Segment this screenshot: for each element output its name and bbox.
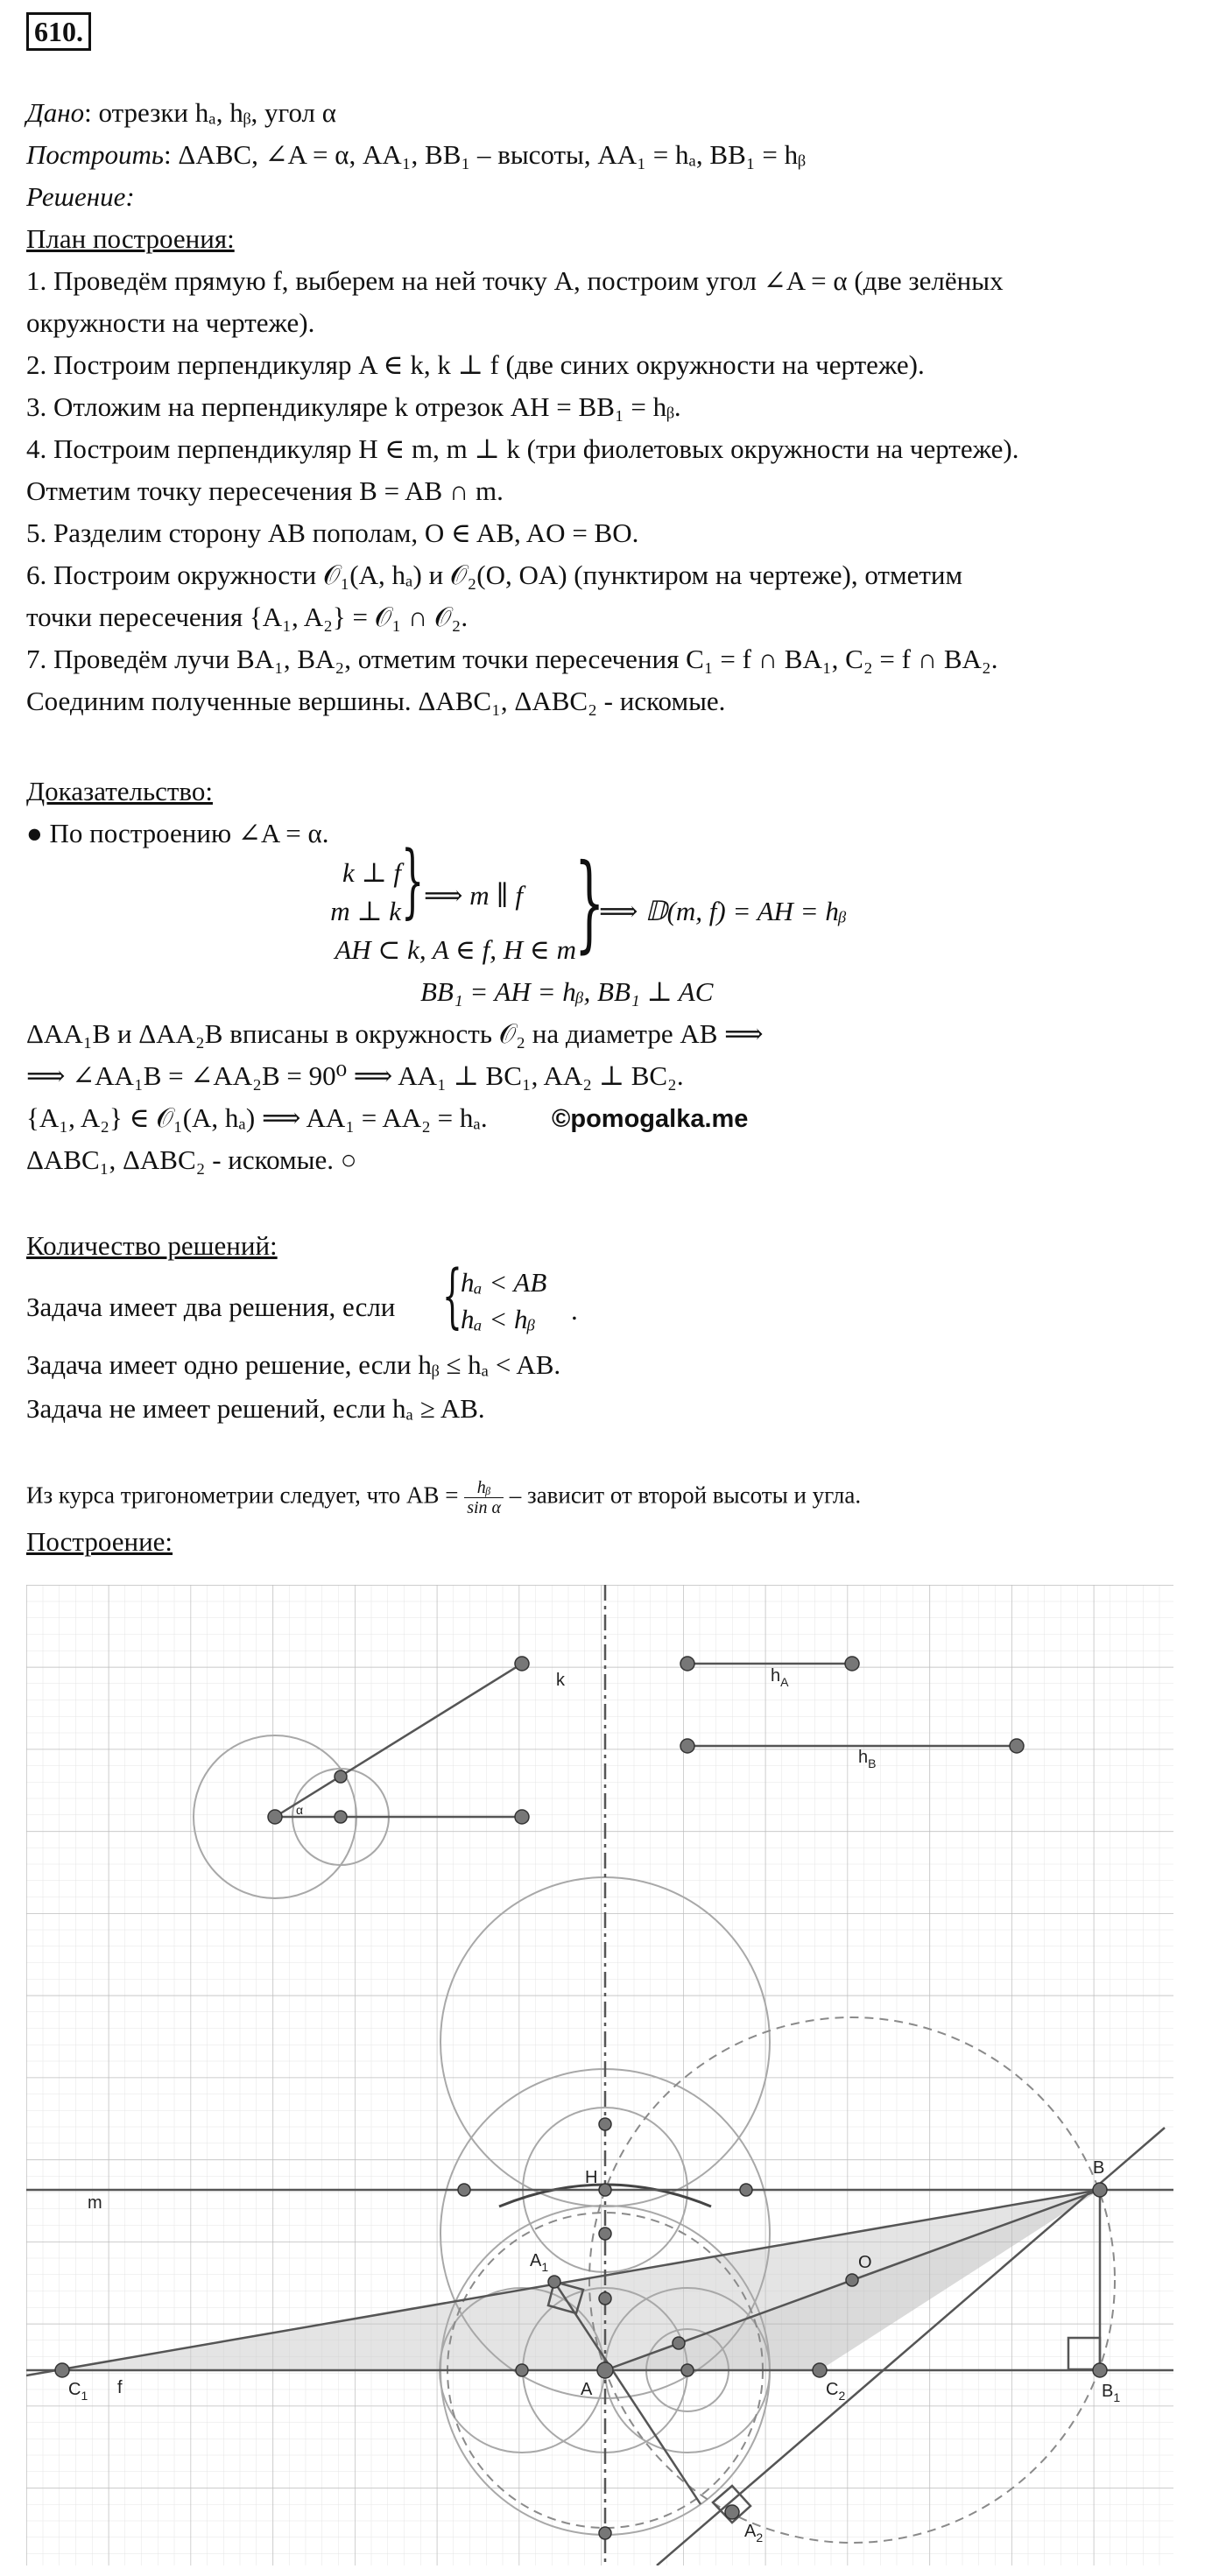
trig-suffix: – зависит от второй высоты и угла. [509,1482,862,1509]
construct-text: : ΔABC, ∠A = α, AA₁, BB₁ – высоты, AA₁ = hₐ, BB₁ = hᵦ [164,139,806,170]
construct-line [26,138,806,172]
proof-title: Доказательство: [26,776,213,806]
label-b1: $B_1$ [1102,2382,1121,2404]
point-o [846,2274,858,2286]
two-cond: hₐ < AB [461,1267,547,1298]
count-two-prefix: Задача имеет два решения, если [26,1292,396,1322]
label-h: H [585,2168,598,2187]
plan-line: 2. Построим перпендикуляр A ∈ k, k ⊥ f (две синих окружности на чертеже). [26,349,925,380]
proof-line: ΔABC₁, ΔABC₂ - искомые. ○ [26,1144,357,1175]
two-cond: hₐ < hᵦ [461,1304,536,1334]
point [516,2364,528,2376]
grid-major [26,1585,1173,2565]
plan-line: Соединим полученные вершины. ΔABC₁, ΔABC₂ - искомые. [26,686,726,716]
point [458,2184,470,2196]
problem-number: 610. [26,12,91,51]
point-c1 [55,2363,69,2377]
point-angle-vertex [268,1810,282,1824]
label-alpha: α [296,1803,304,1817]
trig-prefix: Из курса тригонометрии следует, что AB = [26,1482,459,1509]
construct-label: Построить [26,139,165,170]
point-a2 [725,2505,739,2519]
label-a2: $A_2$ [744,2522,764,2544]
impl1: ⟹ m ∥ f [424,880,524,911]
point [681,2364,694,2376]
plan-line: 6. Построим окружности 𝒪₁(A, hₐ) и 𝒪₂(O, OA) (пунктиром на чертеже), отметим [26,560,963,590]
point [740,2184,752,2196]
given-line [26,96,336,130]
two-suffix: . [571,1295,578,1326]
proof-first: ● По построению ∠A = α. [26,818,329,848]
label-hb: $h_B$ [858,1748,877,1770]
point [335,1770,347,1783]
label-c2: $C_2$ [826,2380,846,2403]
plan-line: 1. Проведём прямую f, выберем на ней точку A, построим угол ∠A = α (две зелёных [26,265,1004,296]
trig-fraction [464,1478,504,1517]
label-a1: $A_1$ [530,2251,549,2274]
construction-title: Построение: [26,1526,173,1557]
watermark: ©pomogalka.me [552,1105,749,1133]
plan-line: 5. Разделим сторону AB пополам, O ∈ AB, AO = BO. [26,517,639,548]
point [680,1739,694,1753]
trig-line [26,1478,861,1517]
point [680,1657,694,1671]
point [599,2228,611,2240]
label-a: A [581,2380,593,2399]
point [515,1810,529,1824]
plan-line: окружности на чертеже). [26,307,315,338]
solution-label: Решение: [26,181,135,212]
point-b [1093,2183,1107,2197]
point-c2 [813,2363,827,2377]
point [673,2337,685,2349]
point [845,1657,859,1671]
point-b1 [1093,2363,1107,2377]
point-a [597,2362,613,2378]
plan-line: 7. Проведём лучи BA₁, BA₂, отметим точки пересечения C₁ = f ∩ BA₁, C₂ = f ∩ BA₂. [26,644,998,674]
point [335,1811,347,1823]
point [1010,1739,1024,1753]
construction-figure [26,1585,1173,2565]
given-label: Дано [26,97,85,128]
proof-line: {A₁, A₂} ∈ 𝒪₁(A, hₐ) ⟹ AA₁ = AA₂ = hₐ. [26,1102,488,1133]
label-b: B [1093,2158,1105,2178]
point [599,2292,611,2305]
given-text: : отрезки hₐ, hᵦ, угол α [84,97,336,128]
plan-line: 3. Отложим на перпендикуляре k отрезок AH = BB₁ = hᵦ. [26,391,681,422]
sys1-row: m ⊥ k [330,896,401,926]
point-a1 [548,2276,560,2288]
proof-line: ΔAA₁B и ΔAA₂B вписаны в окружность 𝒪₂ на диаметре AB ⟹ [26,1018,764,1049]
point [599,2527,611,2539]
trig-num: hᵦ [464,1478,504,1498]
plan-title: План построения: [26,223,235,254]
right-brace: } [401,834,425,927]
label-m: m [88,2193,102,2213]
plan-line: точки пересечения {A₁, A₂} = 𝒪₁ ∩ 𝒪₂. [26,602,469,632]
trig-den: sin α [467,1498,502,1517]
bb1-line: BB₁ = AH = hᵦ, BB₁ ⊥ AC [420,976,714,1007]
count-none: Задача не имеет решений, если hₐ ≥ AB. [26,1393,485,1424]
label-k: k [556,1671,565,1690]
left-brace: { [442,1255,462,1336]
label-ha: $h_A$ [771,1666,789,1689]
label-f: f [117,2378,123,2397]
point [515,1657,529,1671]
plan-line: 4. Построим перпендикуляр H ∈ m, m ⊥ k (три фиолетовых окружности на чертеже). [26,433,1019,464]
count-two [26,1291,395,1324]
plan-line: Отметим точку пересечения B = AB ∩ m. [26,475,504,506]
point-h [599,2184,611,2196]
impl2: ⟹ 𝔻(m, f) = AH = hᵦ [599,896,847,926]
point [599,2118,611,2130]
label-c1: $C_1$ [68,2380,88,2403]
count-title: Количество решений: [26,1230,278,1261]
proof-line: ⟹ ∠AA₁B = ∠AA₂B = 90⁰ ⟹ AA₁ ⊥ BC₁, AA₂ ⊥ BC₂. [26,1060,684,1091]
sys1-row: AH ⊂ k, A ∈ f, H ∈ m [335,934,576,965]
right-brace: } [574,842,605,964]
count-one: Задача имеет одно решение, если hᵦ ≤ hₐ < AB. [26,1349,561,1380]
label-o: O [858,2253,872,2272]
sys1-row: k ⊥ f [342,857,401,888]
